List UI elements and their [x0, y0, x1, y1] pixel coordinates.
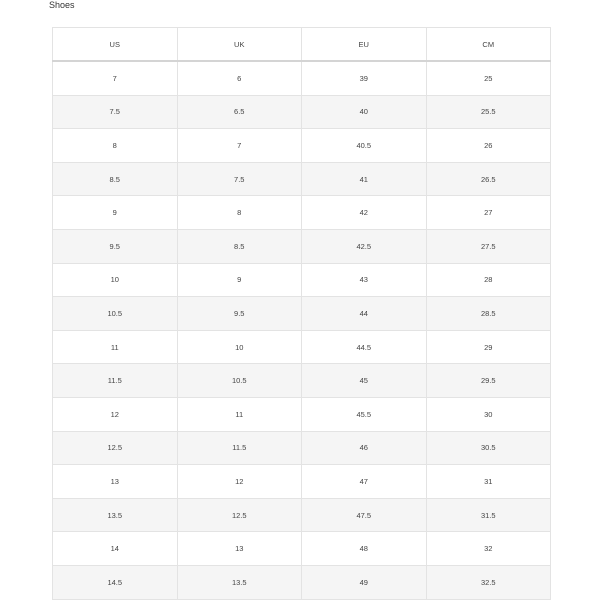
- size-cell-cm: 28: [426, 263, 551, 297]
- size-cell-eu: 39: [302, 61, 427, 95]
- size-cell-eu: 40.5: [302, 129, 427, 163]
- table-row: [53, 532, 551, 566]
- size-cell-us: 7: [53, 61, 178, 95]
- size-cell-uk: 13.5: [177, 565, 302, 599]
- size-cell-cm: 32.5: [426, 565, 551, 599]
- table-header-row: [53, 28, 551, 62]
- column-header-cm: CM: [426, 28, 551, 62]
- table-row: [53, 95, 551, 129]
- table-row: [53, 61, 551, 95]
- size-cell-us: 8: [53, 129, 178, 163]
- table-row: [53, 297, 551, 331]
- table-row: [53, 196, 551, 230]
- size-cell-us: 7.5: [53, 95, 178, 129]
- size-cell-uk: 6: [177, 61, 302, 95]
- size-cell-uk: 6.5: [177, 95, 302, 129]
- size-cell-us: 12.5: [53, 431, 178, 465]
- size-cell-uk: 12.5: [177, 498, 302, 532]
- size-cell-cm: 30.5: [426, 431, 551, 465]
- size-cell-uk: 7.5: [177, 162, 302, 196]
- size-cell-eu: 48: [302, 532, 427, 566]
- size-cell-eu: 47.5: [302, 498, 427, 532]
- size-cell-eu: 47: [302, 465, 427, 499]
- size-cell-uk: 11: [177, 397, 302, 431]
- size-cell-us: 12: [53, 397, 178, 431]
- size-cell-eu: 44.5: [302, 330, 427, 364]
- shoe-size-table: [52, 27, 551, 600]
- size-cell-cm: 27.5: [426, 229, 551, 263]
- size-cell-uk: 8: [177, 196, 302, 230]
- section-title: Shoes: [49, 0, 75, 10]
- size-cell-us: 11: [53, 330, 178, 364]
- table-row: [53, 465, 551, 499]
- size-cell-cm: 28.5: [426, 297, 551, 331]
- column-header-uk: UK: [177, 28, 302, 62]
- size-cell-cm: 25.5: [426, 95, 551, 129]
- size-cell-eu: 45.5: [302, 397, 427, 431]
- size-cell-us: 10.5: [53, 297, 178, 331]
- size-cell-eu: 42: [302, 196, 427, 230]
- size-cell-uk: 10.5: [177, 364, 302, 398]
- table-row: [53, 565, 551, 599]
- size-cell-us: 13: [53, 465, 178, 499]
- size-cell-cm: 26: [426, 129, 551, 163]
- size-cell-eu: 40: [302, 95, 427, 129]
- size-cell-cm: 29.5: [426, 364, 551, 398]
- table-row: [53, 364, 551, 398]
- size-cell-cm: 30: [426, 397, 551, 431]
- size-cell-eu: 44: [302, 297, 427, 331]
- size-cell-us: 14: [53, 532, 178, 566]
- column-header-eu: EU: [302, 28, 427, 62]
- size-cell-us: 8.5: [53, 162, 178, 196]
- size-cell-cm: 25: [426, 61, 551, 95]
- table-row: [53, 431, 551, 465]
- size-cell-eu: 45: [302, 364, 427, 398]
- size-cell-eu: 46: [302, 431, 427, 465]
- column-header-us: US: [53, 28, 178, 62]
- table-row: [53, 263, 551, 297]
- size-cell-cm: 27: [426, 196, 551, 230]
- size-cell-cm: 32: [426, 532, 551, 566]
- size-cell-uk: 9.5: [177, 297, 302, 331]
- size-cell-us: 14.5: [53, 565, 178, 599]
- size-cell-uk: 13: [177, 532, 302, 566]
- size-cell-us: 9.5: [53, 229, 178, 263]
- size-cell-eu: 49: [302, 565, 427, 599]
- size-cell-us: 11.5: [53, 364, 178, 398]
- table-row: [53, 498, 551, 532]
- size-cell-us: 10: [53, 263, 178, 297]
- size-cell-uk: 12: [177, 465, 302, 499]
- size-cell-eu: 43: [302, 263, 427, 297]
- size-cell-cm: 31.5: [426, 498, 551, 532]
- size-cell-eu: 41: [302, 162, 427, 196]
- size-cell-cm: 26.5: [426, 162, 551, 196]
- size-cell-cm: 29: [426, 330, 551, 364]
- size-cell-uk: 10: [177, 330, 302, 364]
- table-row: [53, 330, 551, 364]
- table-row: [53, 397, 551, 431]
- size-cell-cm: 31: [426, 465, 551, 499]
- size-cell-uk: 9: [177, 263, 302, 297]
- size-cell-uk: 7: [177, 129, 302, 163]
- size-cell-uk: 11.5: [177, 431, 302, 465]
- table-body: [53, 61, 551, 599]
- size-cell-uk: 8.5: [177, 229, 302, 263]
- table-row: [53, 129, 551, 163]
- table-row: [53, 162, 551, 196]
- size-cell-us: 13.5: [53, 498, 178, 532]
- size-cell-eu: 42.5: [302, 229, 427, 263]
- size-cell-us: 9: [53, 196, 178, 230]
- table-row: [53, 229, 551, 263]
